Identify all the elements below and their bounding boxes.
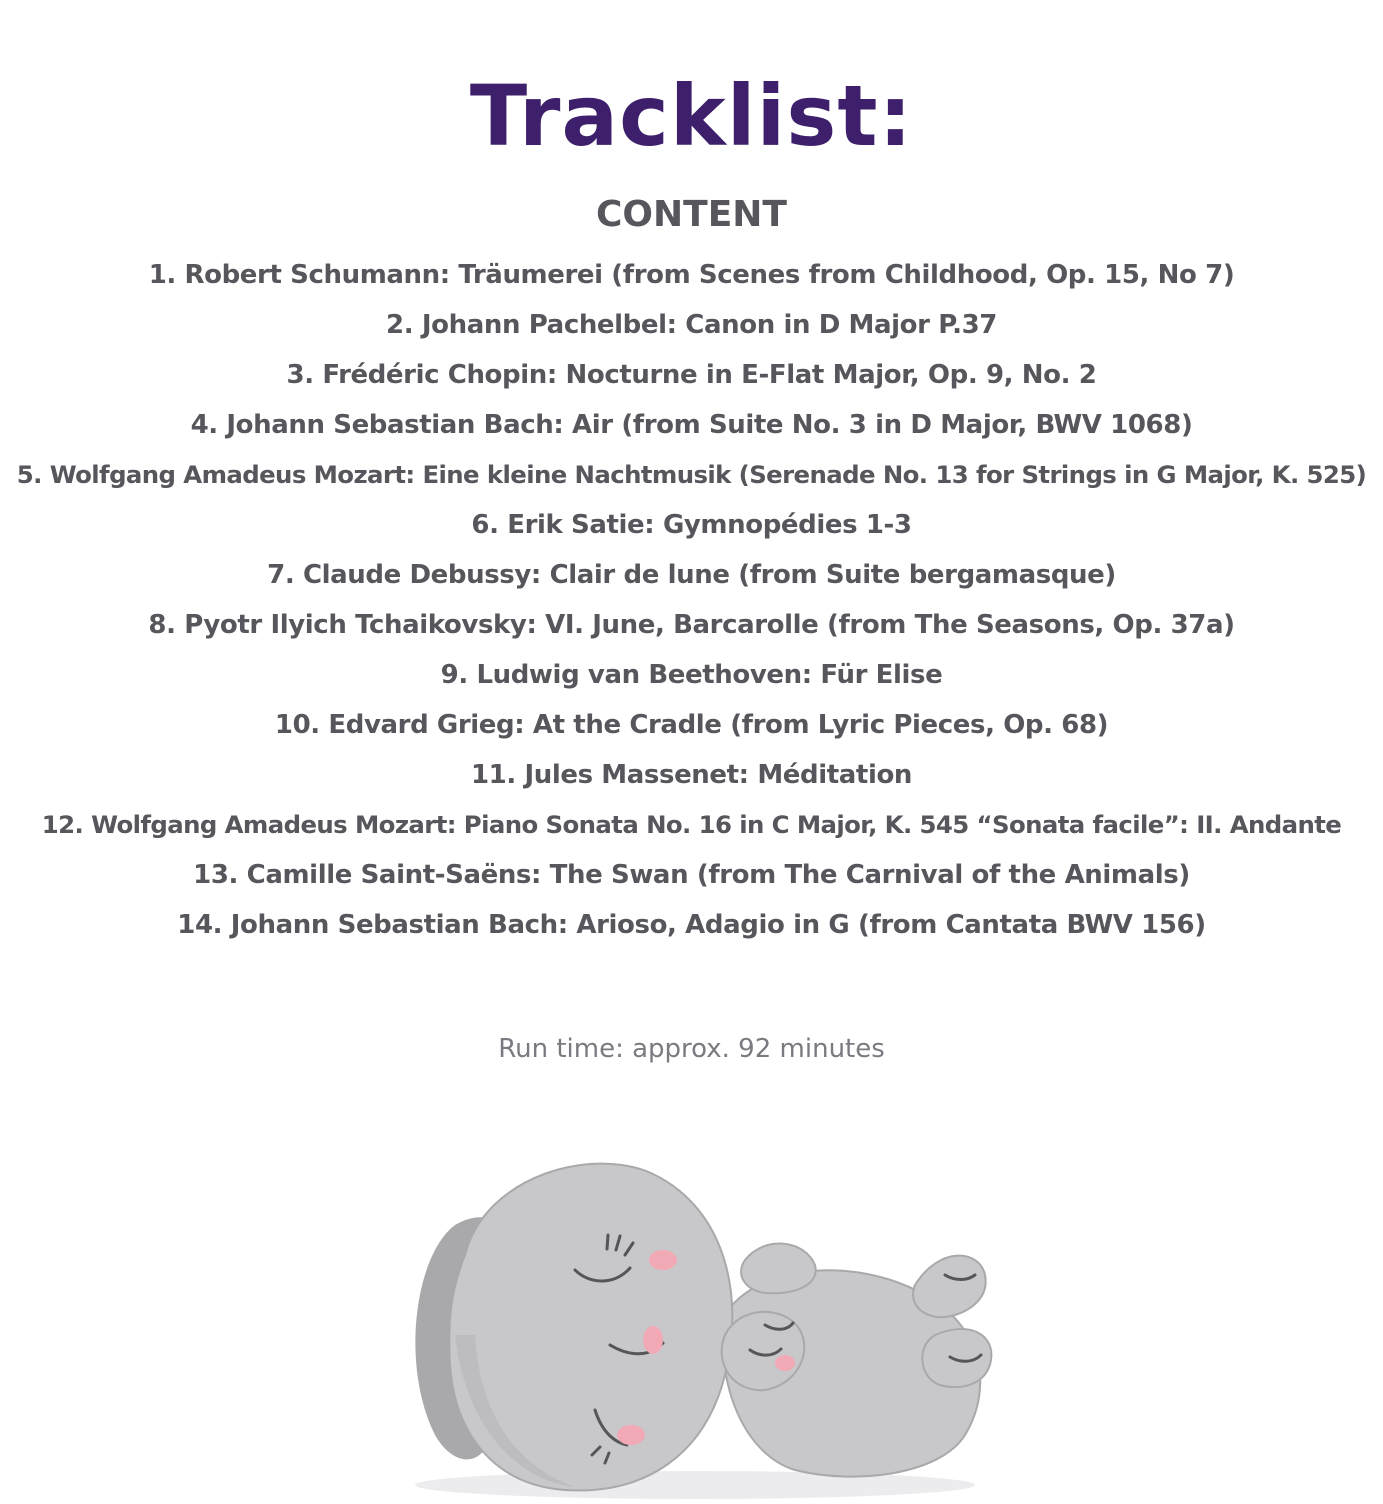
track-list xyxy=(0,250,1383,950)
track-item: 11. Jules Massenet: Méditation xyxy=(470,760,913,790)
figure-shadow xyxy=(415,1471,975,1499)
track-item: 3. Frédéric Chopin: Nocturne in E-Flat Major, Op. 9, No. 2 xyxy=(286,360,1097,390)
bunny-ear-front xyxy=(741,1244,816,1294)
track-item: 5. Wolfgang Amadeus Mozart: Eine kleine Nachtmusik (Serenade No. 13 for Strings in G Major, K. 525) xyxy=(16,460,1367,489)
track-item: 12. Wolfgang Amadeus Mozart: Piano Sonata No. 16 in C Major, K. 545 “Sonata facile”: II. Andante xyxy=(41,810,1342,839)
tracklist-title: Tracklist: xyxy=(469,67,914,166)
bunny-cheek xyxy=(617,1425,645,1445)
sleeping-bunny-icon xyxy=(395,1135,1015,1500)
track-item: 6. Erik Satie: Gymnopédies 1-3 xyxy=(471,510,912,540)
bunny-foot xyxy=(913,1256,986,1318)
track-item: 9. Ludwig van Beethoven: Für Elise xyxy=(440,660,943,690)
track-item: 8. Pyotr Ilyich Tchaikovsky: VI. June, Barcarolle (from The Seasons, Op. 37a) xyxy=(148,610,1235,640)
track-item: 7. Claude Debussy: Clair de lune (from Suite bergamasque) xyxy=(267,560,1116,590)
track-item: 10. Edvard Grieg: At the Cradle (from Lyric Pieces, Op. 68) xyxy=(274,710,1109,740)
bunny-cheek xyxy=(775,1355,795,1371)
bunny-head xyxy=(449,1164,732,1491)
track-item: 1. Robert Schumann: Träumerei (from Scenes from Childhood, Op. 15, No 7) xyxy=(148,260,1235,290)
track-item: 13. Camille Saint-Saëns: The Swan (from The Carnival of the Animals) xyxy=(193,860,1190,890)
runtime-text: Run time: approx. 92 minutes xyxy=(498,1034,885,1064)
bunny-leg xyxy=(922,1329,991,1387)
track-item: 4. Johann Sebastian Bach: Air (from Suite No. 3 in D Major, BWV 1068) xyxy=(190,410,1193,440)
sleeping-bunny-figurine xyxy=(395,1135,1015,1500)
track-item: 2. Johann Pachelbel: Canon in D Major P.37 xyxy=(386,310,997,340)
content-heading: CONTENT xyxy=(596,193,787,235)
track-item: 14. Johann Sebastian Bach: Arioso, Adagio in G (from Cantata BWV 156) xyxy=(177,910,1206,940)
bunny-cheek xyxy=(649,1250,677,1270)
bunny-cheek xyxy=(643,1326,663,1354)
